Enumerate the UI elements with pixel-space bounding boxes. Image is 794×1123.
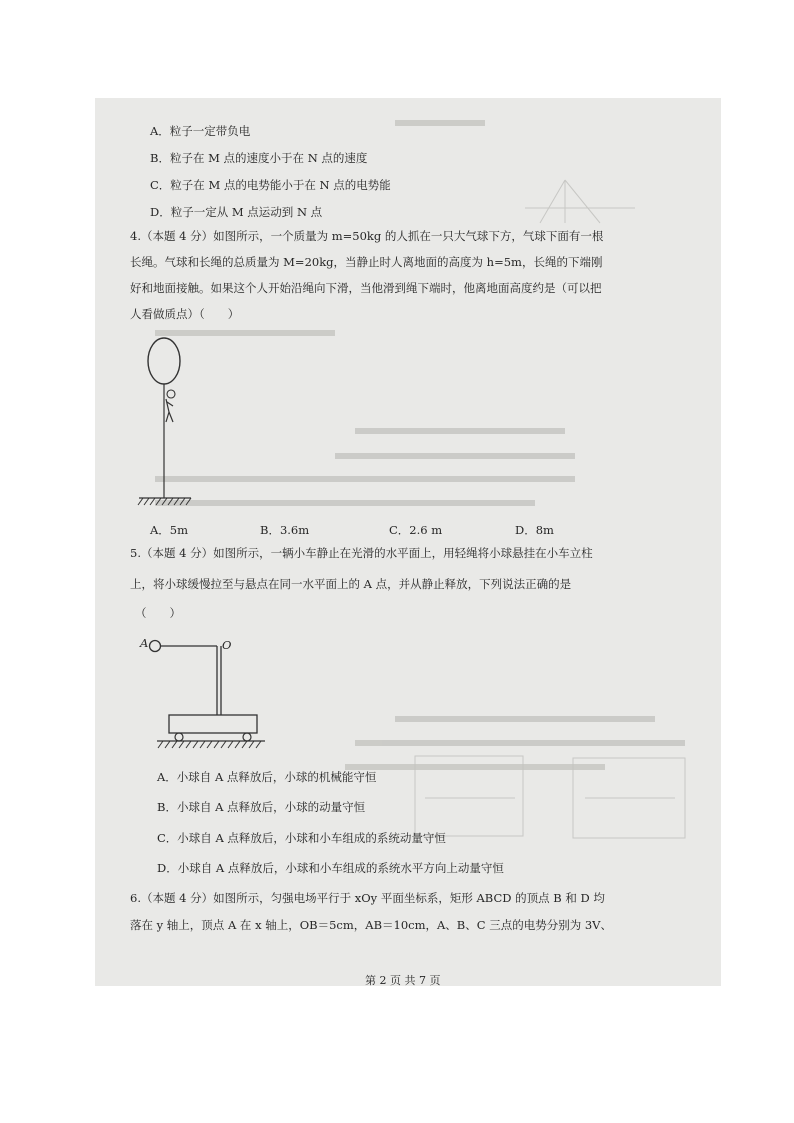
q4-option-a: A．5m <box>150 523 189 537</box>
q5-stem-line-1: 5.（本题 4 分）如图所示，一辆小车静止在光滑的水平面上，用轻绳将小球悬挂在小车立柱 <box>130 546 593 560</box>
q4-stem-line-2: 长绳。气球和长绳的总质量为 M=20kg，当静止时人离地面的高度为 h=5m，长绳的下端刚 <box>130 255 603 269</box>
q4-stem-line-3: 好和地面接触。如果这个人开始沿绳向下滑，当他滑到绳下端时，他离地面高度约是（可以把 <box>130 281 602 295</box>
q5-option-b: B．小球自 A 点释放后，小球的动量守恒 <box>157 800 366 814</box>
exam-page <box>95 98 721 986</box>
q3-option-c: C．粒子在 M 点的电势能小于在 N 点的电势能 <box>150 178 391 192</box>
q4-option-d: D．8m <box>515 523 554 537</box>
q3-option-a: A．粒子一定带负电 <box>150 124 251 138</box>
q3-option-b: B．粒子在 M 点的速度小于在 N 点的速度 <box>150 151 368 165</box>
point-a-label: A <box>140 636 149 650</box>
page-footer: 第 2 页 共 7 页 <box>365 974 441 986</box>
balloon-diagram <box>135 336 205 511</box>
q5-stem-line-2: 上，将小球缓慢拉至与悬点在同一水平面上的 A 点，并从静止释放，下列说法正确的是 <box>130 577 572 591</box>
q4-stem-line-1: 4.（本题 4 分）如图所示，一个质量为 m=50kg 的人抓在一只大气球下方，气球下面有一根 <box>130 229 604 243</box>
q4-stem-line-4: 人看做质点）（ ） <box>130 307 240 321</box>
q3-option-d: D．粒子一定从 M 点运动到 N 点 <box>150 205 323 219</box>
q6-stem-line-2: 落在 y 轴上，顶点 A 在 x 轴上，OB＝5cm，AB＝10cm，A、B、C 三点的电势分别为 3V、 <box>130 918 612 932</box>
cart-pendulum-diagram <box>137 633 277 753</box>
q4-option-c: C．2.6 m <box>389 523 443 537</box>
q5-option-c: C．小球自 A 点释放后，小球和小车组成的系统动量守恒 <box>157 831 446 845</box>
q6-stem-line-1: 6.（本题 4 分）如图所示，匀强电场平行于 xOy 平面坐标系，矩形 ABCD 的顶点 B 和 D 均 <box>130 891 605 905</box>
q5-option-a: A．小球自 A 点释放后，小球的机械能守恒 <box>157 770 377 784</box>
point-o-label: O <box>222 638 232 652</box>
q4-option-b: B．3.6m <box>260 523 310 537</box>
q5-stem-line-3: （ ） <box>135 606 181 620</box>
q5-option-d: D．小球自 A 点释放后，小球和小车组成的系统水平方向上动量守恒 <box>157 861 504 875</box>
